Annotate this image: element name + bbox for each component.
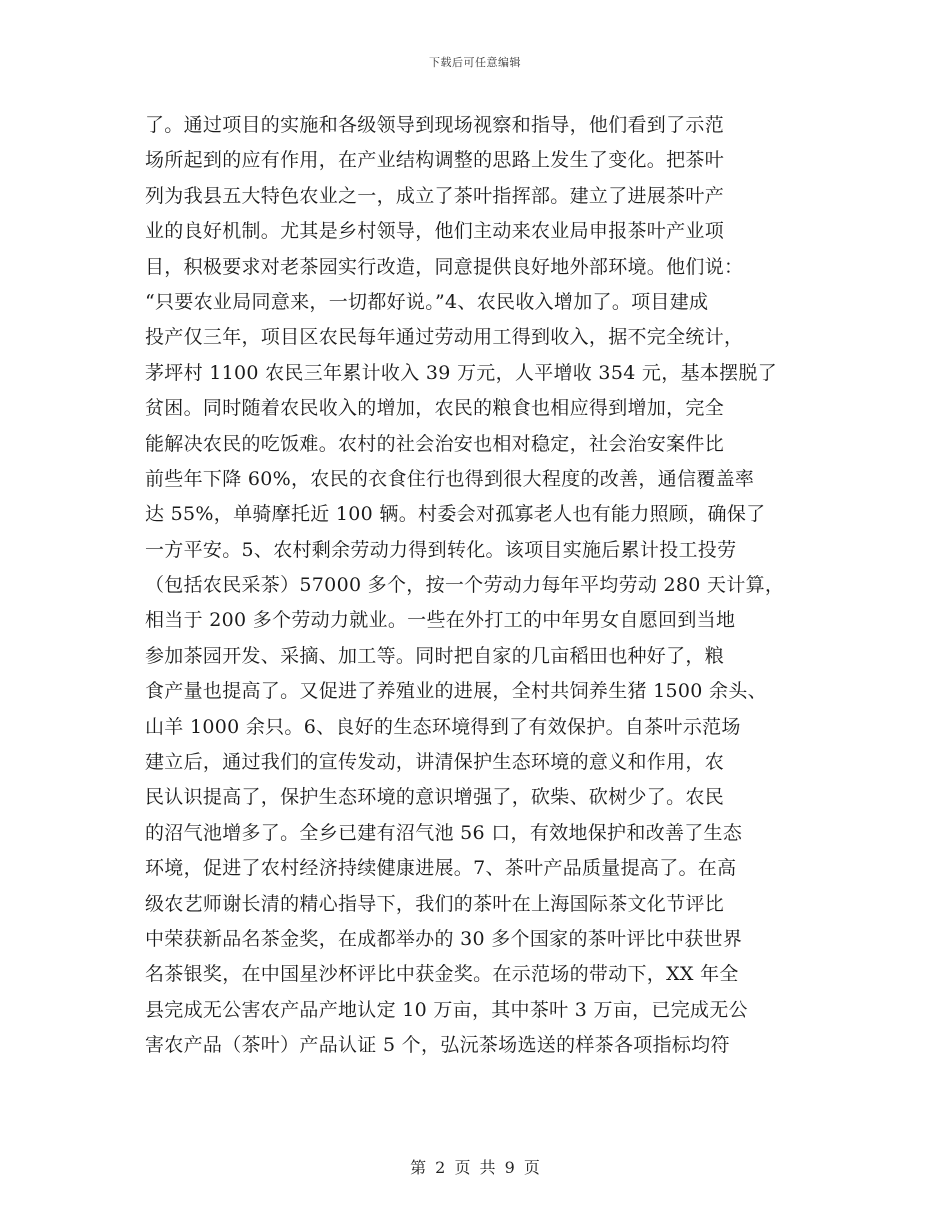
body-line: 级农艺师谢长清的精心指导下，我们的茶叶在上海国际茶文化节评比 <box>145 892 725 915</box>
body-line: 的沼气池增多了。全乡已建有沼气池 56 口，有效地保护和改善了生态 <box>145 821 743 844</box>
page-header: 下载后可任意编辑 <box>429 56 521 69</box>
body-line: 山羊 1000 余只。6、良好的生态环境得到了有效保护。自茶叶示范场 <box>145 715 741 738</box>
body-line: “只要农业局同意来，一切都好说。”4、农民收入增加了。项目建成 <box>145 290 709 313</box>
document-body <box>145 108 815 1064</box>
body-line: 业的良好机制。尤其是乡村领导，他们主动来农业局申报茶叶产业项 <box>145 220 725 243</box>
body-line: 参加茶园开发、采摘、加工等。同时把自家的几亩稻田也种好了，粮 <box>145 644 725 667</box>
body-line: 达 55%，单骑摩托近 100 辆。村委会对孤寡老人也有能力照顾，确保了 <box>145 503 766 526</box>
body-line: 茅坪村 1100 农民三年累计收入 39 万元，人平增收 354 元，基本摆脱了 <box>145 361 778 384</box>
body-line: 了。通过项目的实施和各级领导到现场视察和指导，他们看到了示范 <box>145 114 725 136</box>
body-line: 能解决农民的吃饭难。农村的社会治安也相对稳定，社会治安案件比 <box>145 432 725 455</box>
body-line: 中荣获新品名茶金奖，在成都举办的 30 多个国家的茶叶评比中获世界 <box>145 927 743 950</box>
body-line: 建立后，通过我们的宣传发动，讲清保护生态环境的意义和作用，农 <box>145 751 725 774</box>
body-line: （包括农民采茶）57000 多个，按一个劳动力每年平均劳动 280 天计算， <box>145 574 785 597</box>
body-line: 环境，促进了农村经济持续健康进展。7、茶叶产品质量提高了。在高 <box>145 857 737 880</box>
body-line: 相当于 200 多个劳动力就业。一些在外打工的中年男女自愿回到当地 <box>145 609 736 632</box>
body-line: 目，积极要求对老茶园实行改造，同意提供良好地外部环境。他们说： <box>145 255 744 278</box>
page-number-footer: 第 2 页 共 9 页 <box>410 1158 540 1177</box>
body-line: 列为我县五大特色农业之一，成立了茶叶指挥部。建立了进展茶叶产 <box>145 184 725 207</box>
body-line: 贫困。同时随着农民收入的增加，农民的粮食也相应得到增加，完全 <box>145 397 725 420</box>
body-line: 场所起到的应有作用，在产业结构调整的思路上发生了变化。把茶叶 <box>145 149 725 172</box>
body-line: 食产量也提高了。又促进了养殖业的进展，全村共饲养生猪 1500 余头、 <box>145 680 767 703</box>
body-line: 前些年下降 60%，农民的衣食住行也得到很大程度的改善，通信覆盖率 <box>145 467 755 490</box>
body-line: 一方平安。5、农村剩余劳动力得到转化。该项目实施后累计投工投劳 <box>145 538 737 561</box>
body-line: 县完成无公害农产品产地认定 10 万亩，其中茶叶 3 万亩，已完成无公 <box>145 998 748 1021</box>
body-line: 名茶银奖，在中国星沙杯评比中获金奖。在示范场的带动下，XX 年全 <box>145 963 739 986</box>
body-line: 害农产品（茶叶）产品认证 5 个，弘沅茶场选送的样茶各项指标均符 <box>145 1034 730 1057</box>
body-line: 民认识提高了，保护生态环境的意识增强了，砍柴、砍树少了。农民 <box>145 786 725 809</box>
body-line: 投产仅三年，项目区农民每年通过劳动用工得到收入，据不完全统计， <box>145 326 744 349</box>
